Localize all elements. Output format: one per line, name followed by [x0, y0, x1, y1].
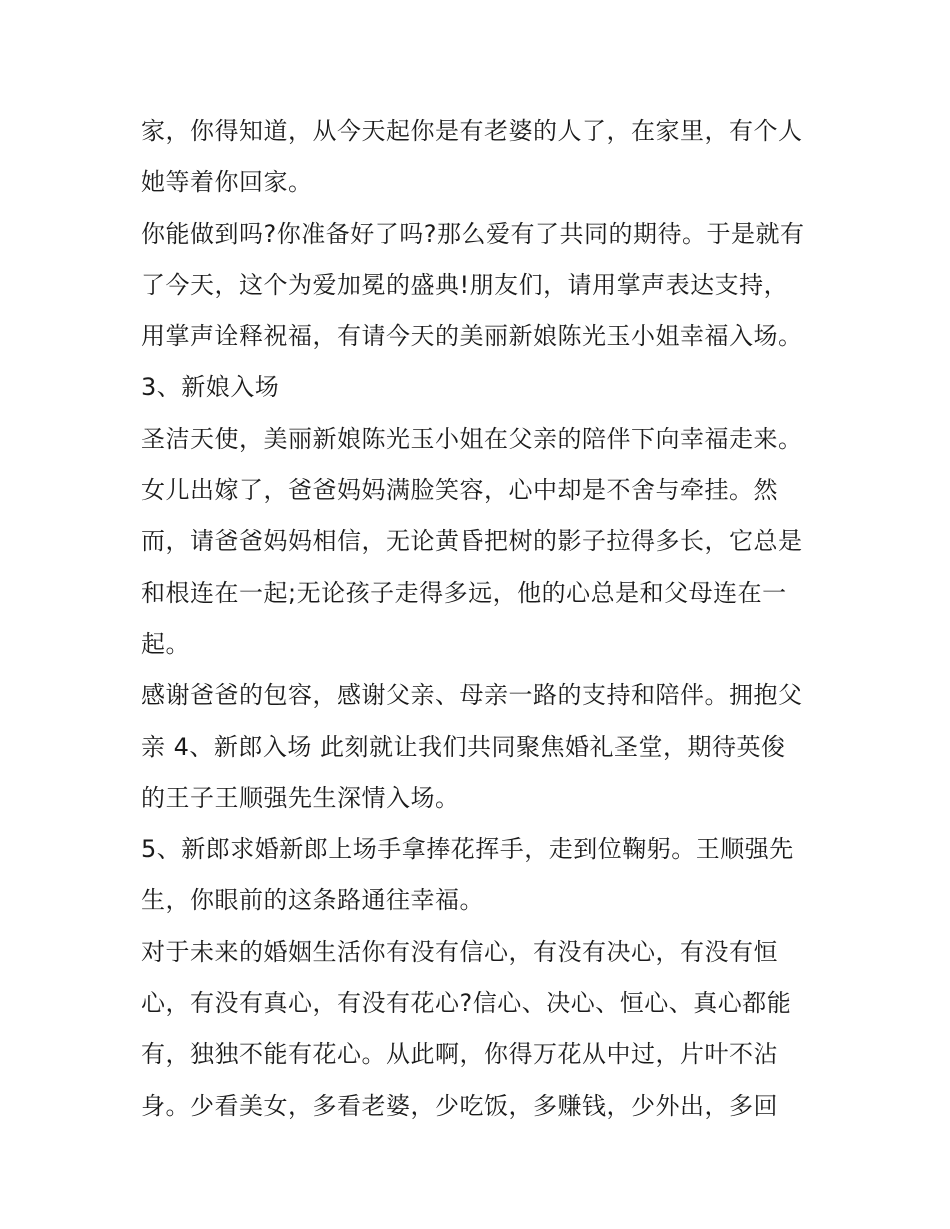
section-heading: 3、新娘入场	[141, 373, 280, 402]
text-line: 身。少看美女，多看老婆，少吃饭，多赚钱，少外出，多回	[141, 1091, 778, 1120]
text-line: 而，请爸爸妈妈相信，无论黄昏把树的影子拉得多长，它总是	[141, 527, 803, 556]
text-line: 5、新郎求婚新郎上场手拿捧花挥手，走到位鞠躬。王顺强先	[141, 835, 794, 864]
text-line: 女儿出嫁了，爸爸妈妈满脸笑容，心中却是不舍与牵挂。然	[141, 476, 778, 505]
text-line: 对于未来的婚姻生活你有没有信心，有没有决心，有没有恒	[141, 937, 778, 966]
text-line: 的王子王顺强先生深情入场。	[141, 783, 460, 812]
text-line: 圣洁天使，美丽新娘陈光玉小姐在父亲的陪伴下向幸福走来。	[141, 424, 803, 453]
text-line: 她等着你回家。	[141, 168, 313, 197]
text-line: 起。	[141, 629, 190, 658]
text-line: 和根连在一起;无论孩子走得多远，他的心总是和父母连在一	[141, 578, 787, 607]
text-line: 有，独独不能有花心。从此啊，你得万花从中过，片叶不沾	[141, 1040, 778, 1069]
text-line: 亲 4、新郎入场 此刻就让我们共同聚焦婚礼圣堂，期待英俊	[141, 732, 786, 761]
text-line: 感谢爸爸的包容，感谢父亲、母亲一路的支持和陪伴。拥抱父	[141, 681, 803, 710]
text-line: 生，你眼前的这条路通往幸福。	[141, 886, 484, 915]
document-body	[141, 106, 821, 1132]
text-line: 你能做到吗?你准备好了吗?那么爱有了共同的期待。于是就有	[141, 219, 805, 248]
text-line: 家，你得知道，从今天起你是有老婆的人了，在家里，有个人	[141, 117, 803, 145]
text-line: 了今天，这个为爱加冕的盛典!朋友们，请用掌声表达支持，	[141, 270, 789, 299]
text-line: 用掌声诠释祝福，有请今天的美丽新娘陈光玉小姐幸福入场。	[141, 322, 803, 351]
text-line: 心，有没有真心，有没有花心?信心、决心、恒心、真心都能	[141, 989, 792, 1018]
